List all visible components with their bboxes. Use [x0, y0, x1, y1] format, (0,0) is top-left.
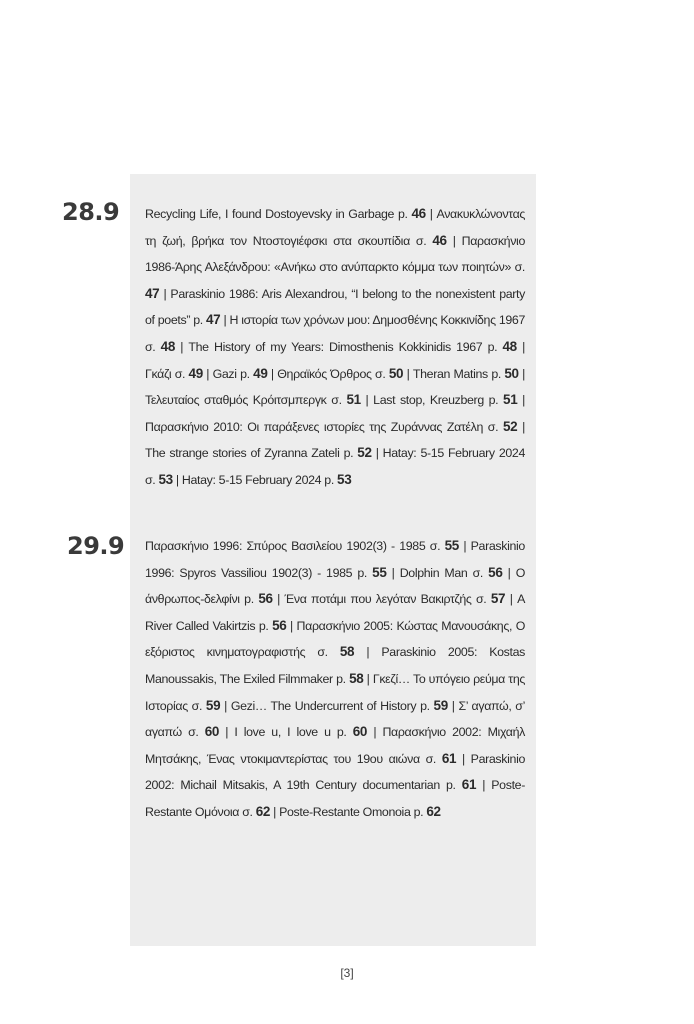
entry-item-title: Ο άνθρωπος-δελφίνι p.: [145, 565, 525, 607]
separator: |: [446, 233, 462, 248]
entry-item-page: 46: [432, 232, 447, 248]
entry-item-title: Gazi p.: [212, 366, 254, 381]
entry-item-title: Hatay: 5-15 February 2024 p.: [181, 472, 338, 487]
entry-item: [145, 367, 203, 381]
entry-item-page: 50: [504, 365, 519, 381]
entry-item: [277, 367, 403, 381]
entry-item: [234, 725, 367, 739]
entry-item-title: Γκεζί… Το υπόγειο ρεύμα της Ιστορίας σ.: [145, 671, 525, 713]
entry-item-title: Παρασκήνιο 2005: Κώστας Μανουσάκης, Ο εξόριστος κινηματογραφιστής σ.: [145, 618, 525, 660]
entry-item-title: Η ιστορία των χρόνων μου: Δημοσθένης Κοκκινίδης 1967 σ.: [145, 313, 525, 354]
separator: |: [270, 804, 280, 819]
entry-item: [145, 393, 361, 407]
entry-item-page: 59: [433, 697, 448, 713]
entry-item-title: Τελευταίος σταθμός Κρόιτσμπεργκ σ.: [145, 393, 347, 408]
entry-item-page: 58: [339, 644, 355, 660]
entry-item-page: 47: [206, 312, 221, 328]
separator: |: [386, 565, 400, 580]
entry-item: [182, 473, 351, 487]
separator: |: [502, 565, 516, 580]
entry-item-page: 56: [272, 617, 287, 633]
entry-item-title: Paraskinio 1996: Spyros Vassiliou 1902(3) - 1985 p.: [145, 539, 525, 580]
entry-item: [231, 699, 448, 713]
entry-item-page: 50: [388, 365, 404, 381]
entry-date: 29.9: [67, 532, 125, 560]
entry-item: [279, 805, 441, 819]
page-number: [3]: [340, 966, 354, 980]
entry-item-page: 48: [502, 338, 517, 354]
entry-item-title: Παρασκήνιο 1986-Άρης Αλεξάνδρου: «Ανήκω στο ανύπαρκτο κόμμα των ποιητών» σ.: [145, 233, 525, 275]
entry-item-page: 53: [158, 471, 173, 487]
separator: |: [476, 778, 492, 793]
entry-item: [145, 420, 517, 434]
entry-item-title: Σ’ αγαπώ, σ’ αγαπώ σ.: [145, 698, 525, 740]
entry-item-page: 58: [349, 670, 364, 686]
entry-item-title: The History of my Years: Dimosthenis Kokkinidis 1967 p.: [188, 339, 503, 354]
entry-item-page: 52: [357, 445, 372, 461]
separator: |: [505, 592, 518, 607]
entry-item-title: Gezi… The Undercurrent of History p.: [230, 698, 434, 713]
separator: |: [172, 472, 182, 487]
separator: |: [517, 393, 525, 408]
entry-item-page: 55: [444, 538, 459, 553]
separator: |: [286, 618, 297, 633]
entry-item-page: 51: [346, 392, 361, 408]
entry-date: 28.9: [62, 198, 120, 226]
entry-item-title: Παρασκήνιο 2010: Οι παράξενες ιστορίες της Ζυράννας Ζατέλη σ.: [145, 419, 503, 434]
entry-item-title: Paraskinio 2005: Kostas Manoussakis, The Exiled Filmmaker p.: [145, 645, 526, 686]
separator: |: [220, 313, 230, 328]
entry-item: [413, 367, 519, 381]
separator: |: [518, 366, 526, 381]
separator: |: [272, 592, 285, 607]
separator: |: [458, 539, 471, 553]
entry-item-page: 53: [337, 471, 352, 487]
separator: |: [517, 419, 526, 434]
separator: |: [267, 366, 278, 381]
entry-item-page: 59: [205, 697, 221, 713]
entry-item-title: Poste-Restante Ομόνοια σ.: [145, 778, 525, 819]
entry-item: [373, 393, 517, 407]
entry-item-page: 57: [490, 591, 506, 607]
entry-item-page: 60: [352, 724, 368, 740]
separator: |: [425, 207, 437, 221]
entry-item-title: Παρασκήνιο 1996: Σπύρος Βασιλείου 1902(3) - 1985 σ.: [145, 539, 445, 553]
entry-item-page: 46: [411, 206, 426, 221]
separator: |: [354, 645, 382, 660]
entry-item-page: 52: [503, 418, 518, 434]
entry-item-title: Paraskinio 2002: Michail Mitsakis, A 19th Century documentarian p.: [145, 751, 526, 793]
entry-item-title: Hatay: 5-15 February 2024 σ.: [145, 446, 525, 487]
entry-item-title: Ένα ποτάμι που λεγόταν Βακιρτζής σ.: [284, 592, 491, 607]
entry-item-title: Παρασκήνιο 2002: Μιχαήλ Μητσάκης, Ένας ντοκιμαντερίστας του 19ου αιώνα σ.: [145, 725, 525, 766]
entry-item: [285, 592, 506, 606]
entry-item-title: Γκάζι σ.: [145, 366, 189, 381]
separator: |: [363, 671, 373, 686]
entry-item: [188, 340, 516, 354]
separator: |: [403, 366, 413, 381]
separator: |: [367, 725, 383, 740]
entry-item-title: Recycling Life, I found Dostoyevsky in Garbage p.: [145, 207, 412, 221]
separator: |: [447, 698, 459, 713]
entry-item-title: Dolphin Man σ.: [399, 565, 489, 580]
entry-item-page: 49: [253, 365, 268, 381]
entry-text: [145, 533, 525, 826]
entry-item: [145, 539, 459, 553]
entry-item-page: 62: [255, 803, 271, 819]
entry-item-title: Ανακυκλώνοντας τη ζωή, βρήκα τον Ντοστογιέφσκι στα σκουπίδια σ.: [145, 207, 525, 248]
entry-item-title: Poste-Restante Omonoia p.: [279, 804, 427, 819]
separator: |: [159, 286, 171, 301]
entry-item-page: 61: [441, 750, 457, 766]
entry-item-page: 55: [372, 564, 387, 580]
entry-text: [145, 201, 525, 494]
separator: |: [516, 339, 525, 354]
separator: |: [202, 366, 213, 381]
entry-item-title: Paraskinio 1986: Aris Alexandrou, “I belong to the nonexistent party of poets” p.: [145, 286, 525, 328]
separator: |: [219, 725, 235, 740]
entry-item-page: 60: [204, 724, 220, 740]
entry-item-page: 56: [258, 591, 273, 607]
entry-item-title: Theran Matins p.: [412, 366, 505, 381]
entry-item-page: 61: [461, 777, 477, 793]
entry-item-page: 51: [503, 392, 518, 408]
entry-item-title: The strange stories of Zyranna Zateli p.: [145, 446, 358, 461]
entry-item: [213, 367, 268, 381]
separator: |: [175, 339, 189, 354]
entry-item-page: 49: [188, 365, 203, 381]
entry-item-page: 47: [145, 285, 160, 301]
entry-item: [145, 207, 426, 221]
entry-item: [400, 566, 503, 580]
entry-item-title: Last stop, Kreuzberg p.: [373, 393, 504, 408]
separator: |: [456, 751, 471, 766]
separator: |: [371, 446, 383, 461]
entry-item-title: Θηραϊκός Όρθρος σ.: [277, 366, 389, 381]
entry-item-page: 56: [488, 564, 503, 580]
entry-item: [145, 446, 372, 460]
entry-item-title: A River Called Vakirtzis p.: [145, 592, 525, 633]
entry-item-page: 62: [426, 803, 441, 819]
entry-item-title: I love u, I love u p.: [234, 725, 353, 740]
separator: |: [220, 698, 231, 713]
separator: |: [360, 393, 374, 408]
entry-item-page: 48: [160, 338, 175, 354]
